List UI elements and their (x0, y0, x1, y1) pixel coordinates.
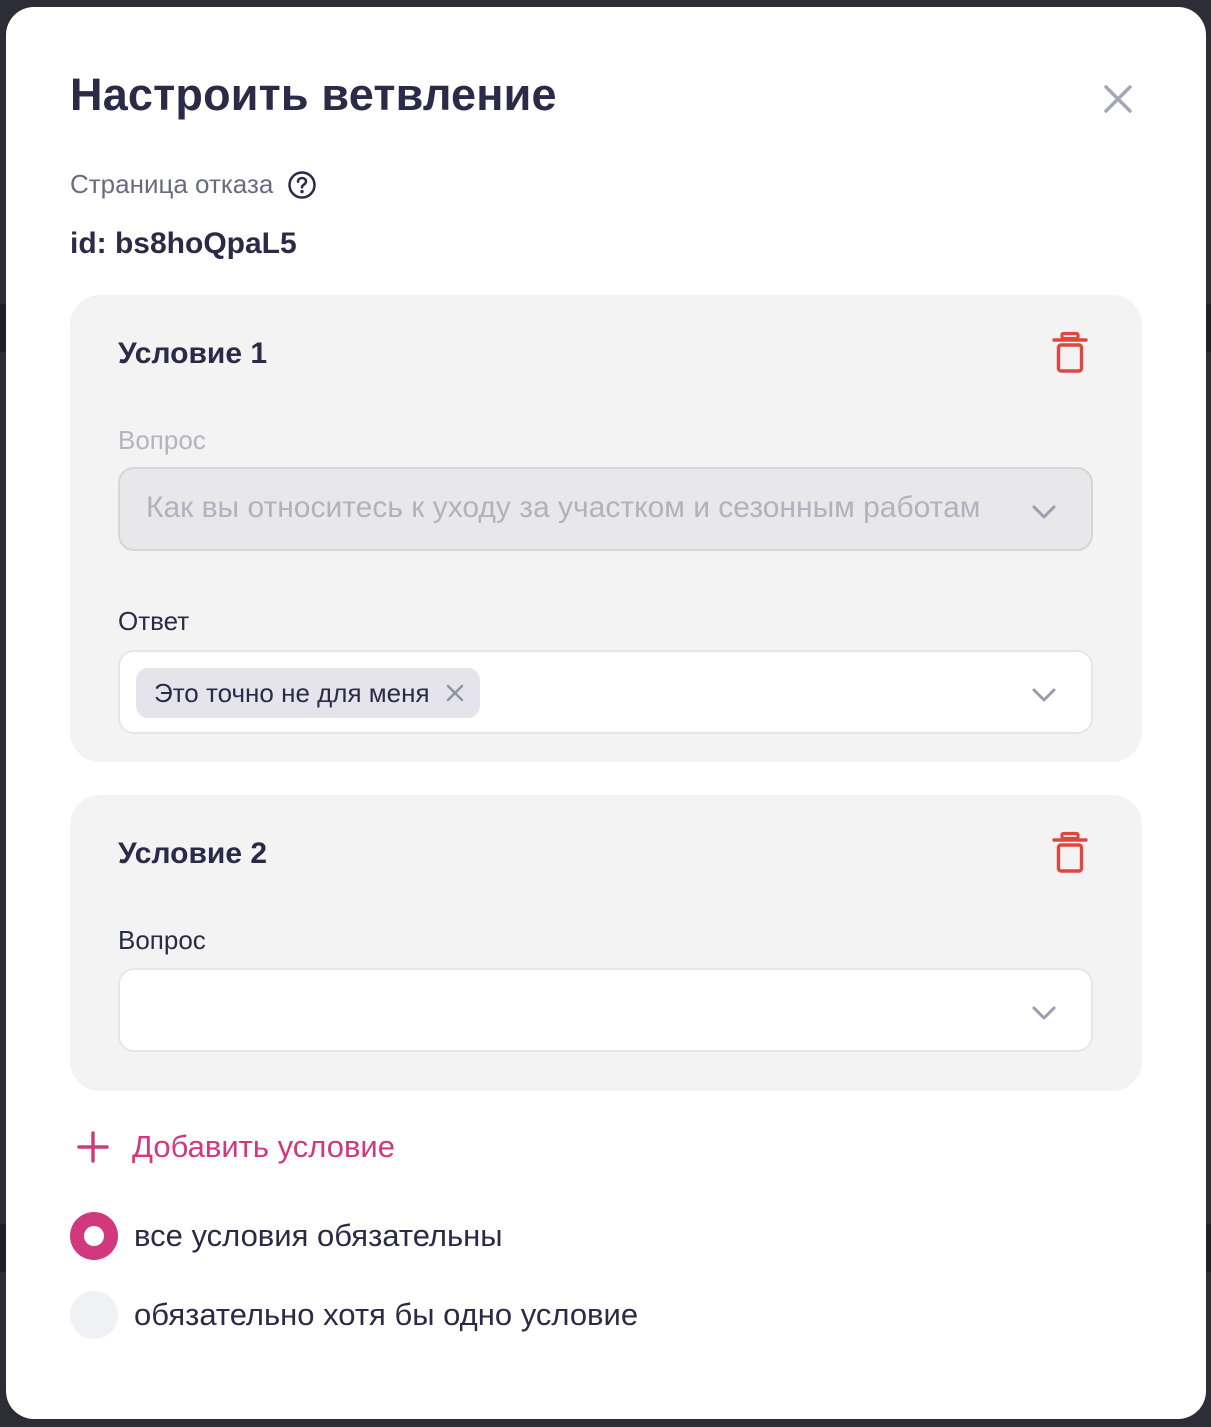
answer-tag-label: Это точно не для меня (154, 677, 430, 708)
page-id: id: bs8hoQpaL5 (70, 227, 297, 260)
question-label: Вопрос (118, 425, 206, 455)
close-icon (1098, 79, 1138, 119)
condition-card-1 (70, 295, 1142, 762)
trash-icon (1050, 331, 1090, 375)
radio-label: все условия обязательны (134, 1218, 503, 1253)
answer-select[interactable] (118, 650, 1093, 734)
close-icon (444, 682, 466, 704)
question-label: Вопрос (118, 925, 206, 955)
radio-option-any-required[interactable] (70, 1291, 638, 1339)
answer-label: Ответ (118, 606, 190, 636)
trash-icon (1050, 831, 1090, 875)
radio-label: обязательно хотя бы одно условие (134, 1297, 639, 1332)
remove-tag-button[interactable] (444, 682, 466, 704)
page-label: Страница отказа (70, 169, 274, 199)
chevron-down-icon (1031, 498, 1057, 524)
question-value: Как вы относитесь к уходу за участком и сезонным работам (146, 491, 981, 524)
plus-icon (76, 1130, 110, 1164)
close-button[interactable] (1098, 79, 1138, 119)
delete-condition-button[interactable] (1050, 331, 1090, 375)
radio-checked[interactable] (70, 1212, 118, 1260)
delete-condition-button[interactable] (1050, 831, 1090, 875)
question-select (118, 467, 1093, 551)
branching-dialog (6, 7, 1206, 1419)
chevron-down-icon (1031, 999, 1057, 1025)
add-condition-label: Добавить условие (132, 1129, 395, 1164)
help-icon[interactable] (287, 170, 317, 200)
chevron-down-icon (1031, 681, 1057, 707)
add-condition-button[interactable] (76, 1129, 395, 1165)
question-select[interactable] (118, 968, 1093, 1052)
radio-unchecked[interactable] (70, 1291, 118, 1339)
radio-option-all-required[interactable] (70, 1212, 503, 1260)
condition-card-2 (70, 795, 1142, 1091)
condition-title: Условие 2 (118, 837, 268, 870)
page-label-row (70, 169, 317, 200)
condition-title: Условие 1 (118, 337, 268, 370)
answer-tag (136, 668, 480, 718)
dialog-title: Настроить ветвление (70, 69, 557, 120)
